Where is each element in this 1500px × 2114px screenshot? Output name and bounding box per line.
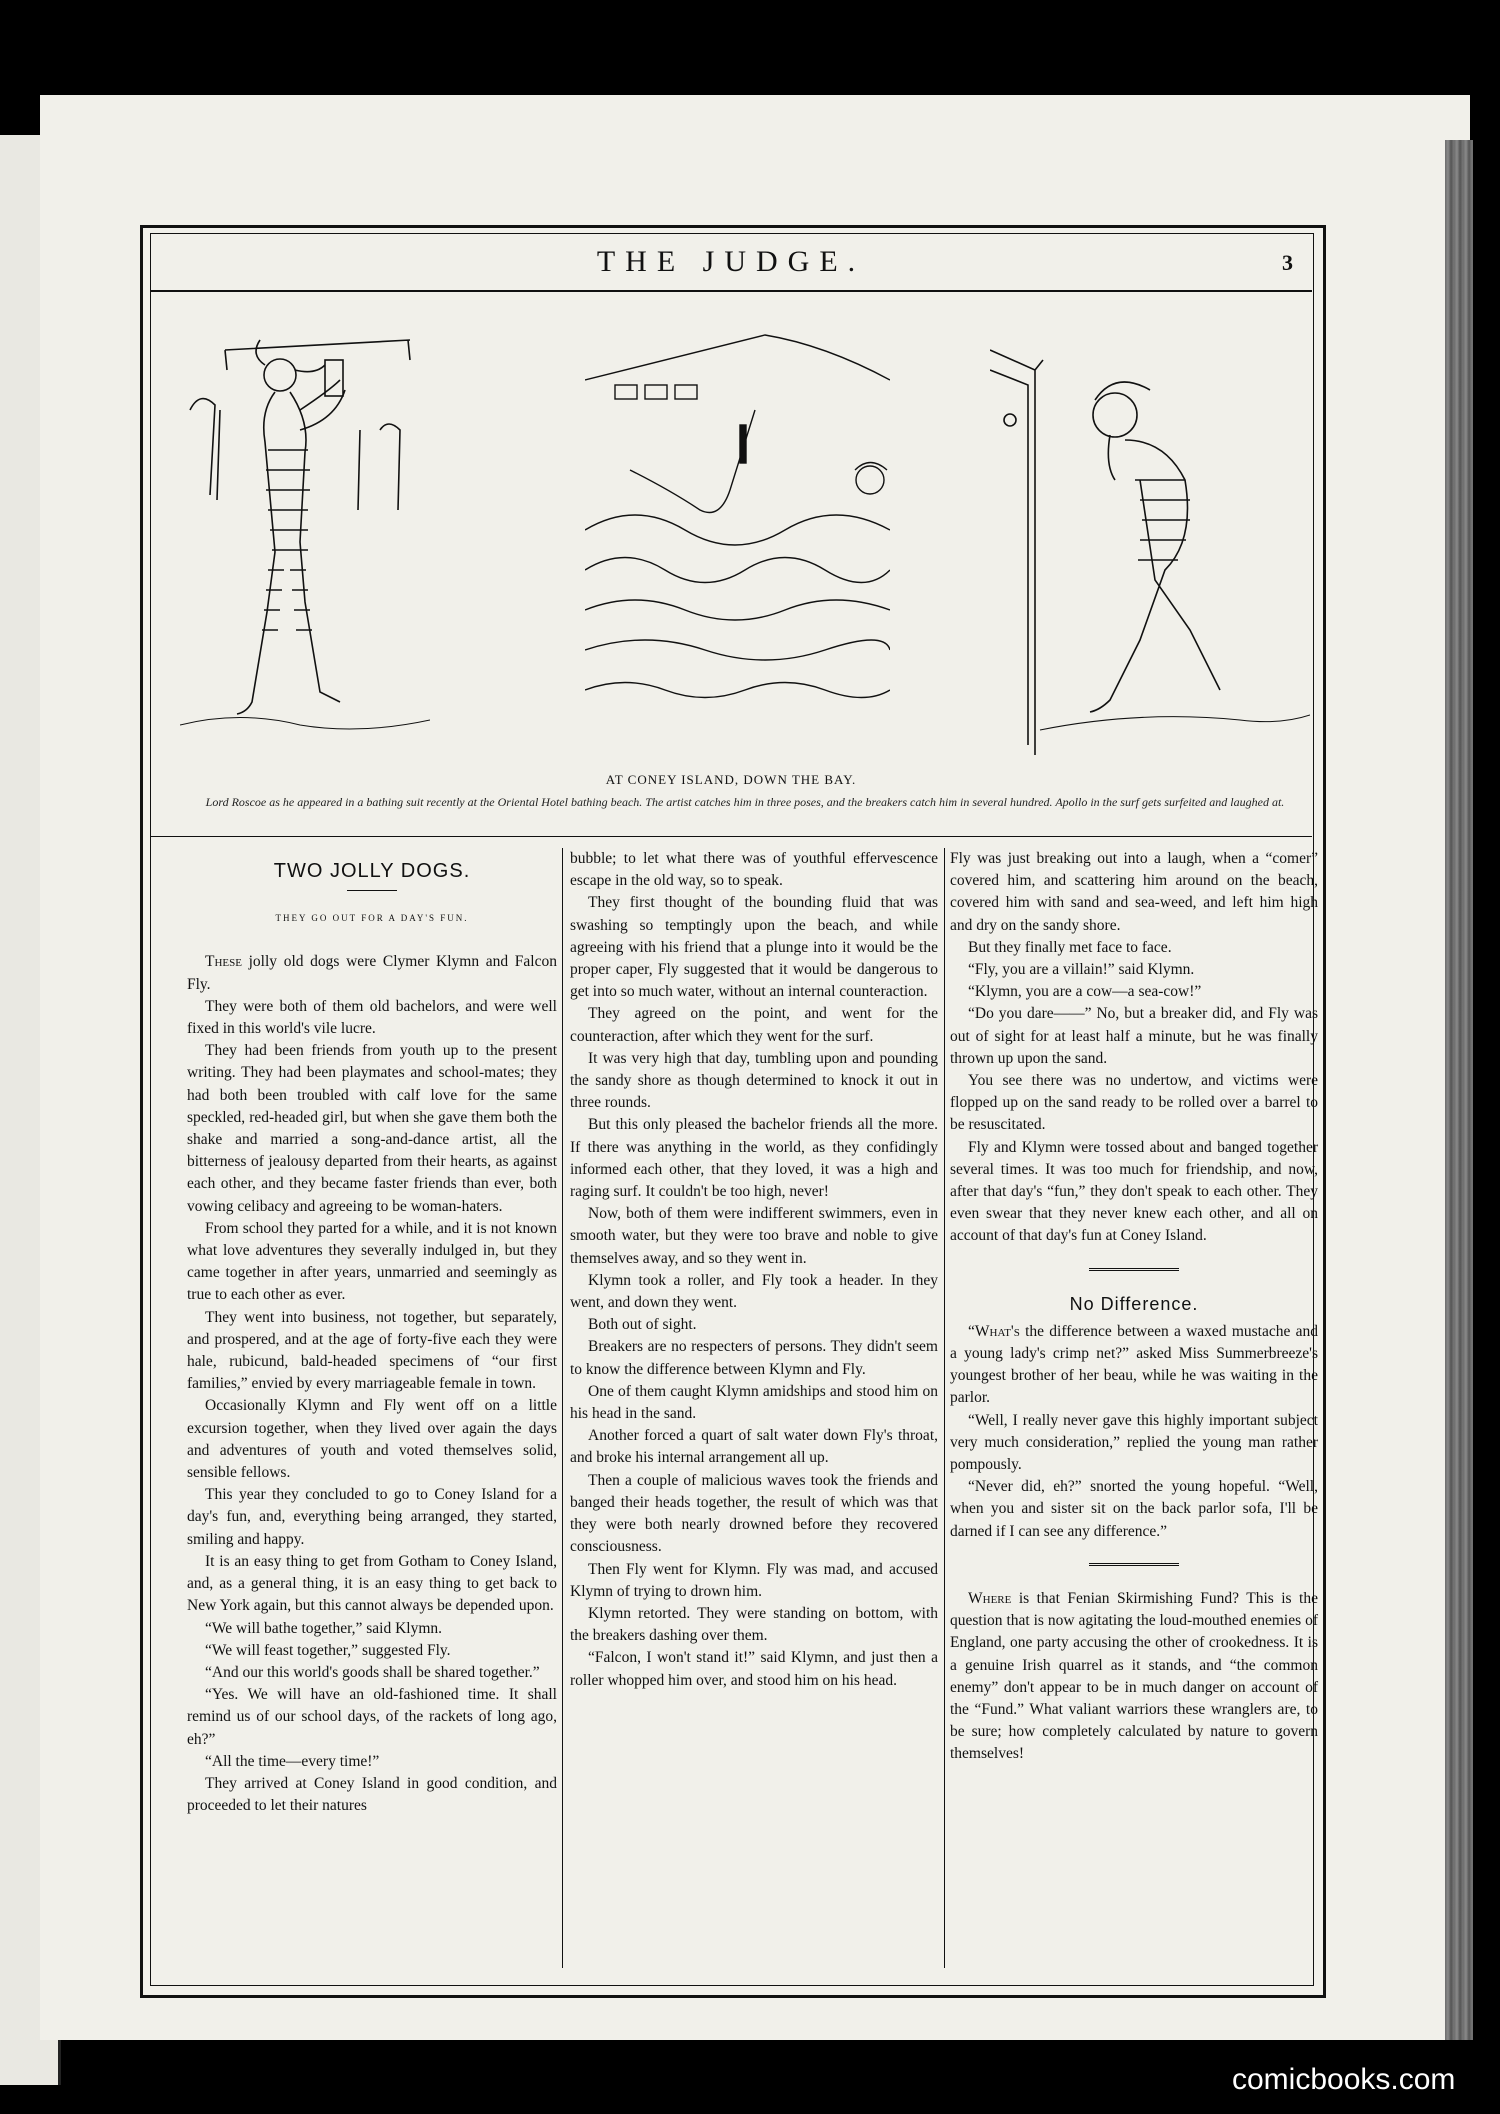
paragraph: Fly was just breaking out into a laugh, when a “comer” covered him, and scattering him around on the beach, covered him with sand and sea-weed, and left him high and dry on the sandy shore. [950, 850, 1318, 934]
illustration-title: AT CONEY ISLAND, DOWN THE BAY. [605, 772, 857, 787]
section-divider [1089, 1563, 1179, 1568]
masthead: THE JUDGE. [596, 245, 866, 278]
paragraph: “Never did, eh?” snorted the young hopeful. “Well, when you and sister sit on the back parlor sofa, I'll be darned if I can see any difference.” [950, 1478, 1318, 1540]
paragraph: “Well, I really never gave this highly important subject very much consideration,” replied the young man rather pompously. [950, 1411, 1318, 1474]
paragraph: But this only pleased the bachelor friends all the more. If there was anything in the world, as they confidingly informed each other, that they loved, it was a high and raging surf. It couldn't be too high, never! [570, 1116, 938, 1201]
paragraph: “Do you dare——” No, but a breaker did, and Fly was out of sight for at least half a minute, but he was finally thrown up upon the sand. [950, 1005, 1318, 1067]
paragraph: Klymn took a roller, and Fly took a header. In they went, and down they went. [570, 1271, 938, 1312]
drop-word: What's [974, 1322, 1020, 1340]
paragraph: They had been friends from youth up to the present writing. They had been playmates and school-mates; they had both been troubled with calf love for the same speckled, red-headed girl, but when she gave them both the shake and married a song-and-dance artist, all the bitterness of jealousy departed from their hearts, as against each other, and they became faster friends than ever, both vowing celibacy and agreeing to be woman-haters. [187, 1042, 557, 1215]
drop-word: These [205, 953, 242, 971]
paragraph: They agreed on the point, and went for the counteraction, after which they went for the surf. [570, 1005, 938, 1045]
paragraph: It was very high that day, tumbling upon and pounding the sandy shore as though determined to knock it out in three rounds. [570, 1049, 938, 1112]
article-subtitle: THEY GO OUT FOR A DAY'S FUN. [275, 913, 469, 924]
paragraph: From school they parted for a while, and it is not known what love adventures they severally indulged in, but they came together in after years, unmarried and seemingly as true to each other as ever. [187, 1219, 557, 1304]
paragraph: Occasionally Klymn and Fly went off on a little excursion together, when they lived over again the days and adventures of youth and voted themselves solid, sensible fellows. [187, 1397, 557, 1482]
paragraph: “And our this world's goods shall be shared together.” [205, 1663, 540, 1681]
column-rule-2 [944, 848, 945, 1968]
column-rule-1 [562, 848, 563, 1968]
paragraph: These jolly old dogs were Clymer Klymn and Falcon Fly. [187, 953, 557, 993]
paragraph: Where is that Fenian Skirmishing Fund? This is the question that is now agitating the loud-mouthed enemies of England, one party accusing the other of crookedness. It is a genuine Irish quarrel as it stands, and “the common enemy” don't appear to be in much danger on account of the “Fund.” What valiant warriors these wranglers are, to be sure; how completely calculated by nature to govern themselves! [950, 1589, 1318, 1763]
paragraph: Both out of sight. [588, 1316, 697, 1334]
cartoon-panel-right [990, 330, 1310, 760]
cartoon-panel-middle [585, 330, 890, 710]
paragraph: Klymn retorted. They were standing on bottom, with the breakers dashing over them. [570, 1604, 938, 1645]
paragraph: “Falcon, I won't stand it!” said Klymn, and just then a roller whopped him over, and stood him on his head. [570, 1649, 938, 1689]
paragraph: Then Fly went for Klymn. Fly was mad, and accused Klymn of trying to drown him. [570, 1560, 938, 1600]
page-number: 3 [1282, 250, 1293, 275]
paragraph: “Yes. We will have an old-fashioned time. It shall remind us of our school days, of the rackets of long ago, eh?” [187, 1686, 557, 1748]
column-3 [950, 848, 1318, 1766]
paragraph: You see there was no undertow, and victims were flopped up on the sand ready to be rolled over a barrel to be resuscitated. [950, 1072, 1318, 1134]
paragraph: They went into business, not together, but separately, and prospered, and at the age of forty-five each they were hale, rubicund, bald-headed specimens of “our first families,” envied by every marriageable female in town. [187, 1308, 557, 1393]
column-2 [570, 848, 938, 1692]
paragraph: They arrived at Coney Island in good condition, and proceeded to let their natures [187, 1774, 557, 1815]
paragraph: They were both of them old bachelors, and were well fixed in this world's vile lucre. [187, 997, 557, 1038]
paragraph: Another forced a quart of salt water down Fly's throat, and broke his internal arrangement all up. [570, 1427, 938, 1467]
section-rule [150, 836, 1312, 837]
paragraph: It is an easy thing to get from Gotham to Coney Island, and, as a general thing, it is an easy thing to get back to New York again, but this cannot always be depended upon. [187, 1552, 557, 1615]
section-divider [1089, 1268, 1179, 1273]
drop-word: Where [968, 1589, 1012, 1607]
paragraph: bubble; to let what there was of youthful effervescence escape in the old way, so to speak. [570, 850, 938, 890]
paragraph: “Fly, you are a villain!” said Klymn. [968, 961, 1195, 979]
paragraph: This year they concluded to go to Coney Island for a day's fun, and, everything being arranged, they started, smiling and happy. [187, 1486, 557, 1548]
paragraph: They first thought of the bounding fluid that was swashing so temptingly upon the beach, and while agreeing with his friend that a plunge into it would be the proper caper, Fly suggested that it would be dangerous to get into so much water, without an internal counteraction. [570, 894, 938, 1001]
paragraph: “All the time—every time!” [205, 1752, 380, 1770]
paragraph: Breakers are no respecters of persons. They didn't seem to know the difference between Klymn and Fly. [570, 1338, 938, 1378]
paragraph: “We will feast together,” suggested Fly. [205, 1641, 451, 1659]
paragraph: But they finally met face to face. [968, 938, 1172, 956]
cartoon-panel-left [180, 330, 430, 760]
masthead-rule [150, 290, 1312, 292]
paragraph: Then a couple of malicious waves took the friends and banged their heads together, the result of which was that they were both nearly drowned before they recovered consciousness. [570, 1471, 938, 1556]
watermark: comicbooks.com [1232, 2063, 1456, 2096]
paragraph: Now, both of them were indifferent swimmers, even in smooth water, but they were too brave and noble to give themselves away, and so they went in. [570, 1205, 938, 1267]
paragraph: “We will bathe together,” said Klymn. [205, 1619, 443, 1637]
paragraph: “Klymn, you are a cow—a sea-cow!” [968, 983, 1202, 1001]
illustration-caption: Lord Roscoe as he appeared in a bathing suit recently at the Oriental Hotel bathing beach. The artist catches him in three poses, and the breakers catch him in several hundred. Apollo in the surf gets surfeited and laughed at. [205, 795, 1285, 809]
paragraph: One of them caught Klymn amidships and stood him on his head in the sand. [570, 1382, 938, 1423]
article-title: No Difference. [1069, 1293, 1199, 1314]
paragraph: “What's the difference between a waxed mustache and a young lady's crimp net?” asked Miss Summerbreeze's youngest brother of her beau, while he was waiting in the parlor. [950, 1322, 1318, 1407]
book-spine [1445, 140, 1473, 2040]
title-rule [347, 890, 397, 891]
paragraph: Fly and Klymn were tossed about and banged together several times. It was too much for friendship, and now, after that day's “fun,” they don't speak to each other. They even swear that they never knew each other, and all on account of that day's fun at Coney Island. [950, 1138, 1318, 1245]
column-1 [187, 848, 557, 1817]
article-title: TWO JOLLY DOGS. [273, 860, 471, 882]
